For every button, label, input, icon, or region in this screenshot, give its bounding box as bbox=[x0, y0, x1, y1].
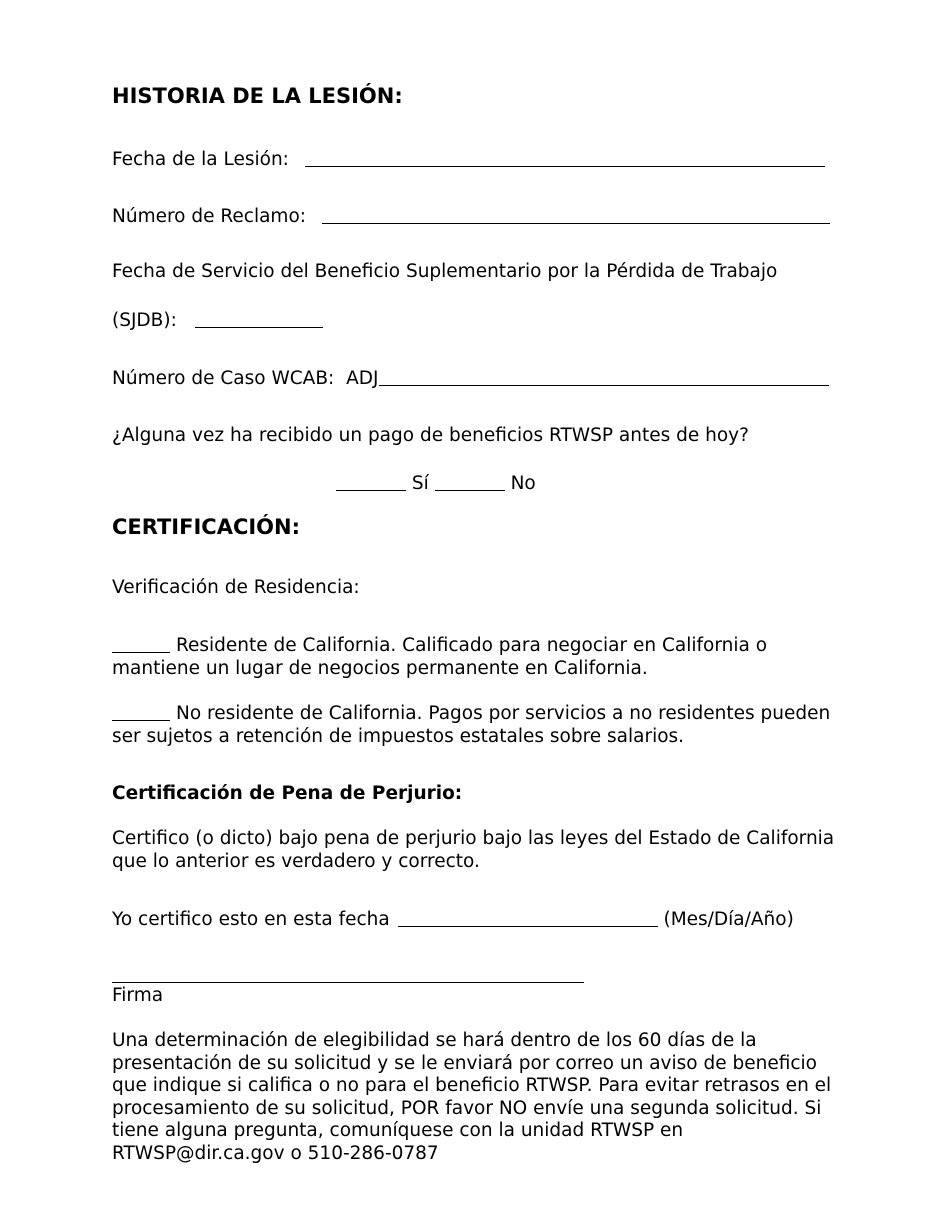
wcab-label: Número de Caso WCAB: bbox=[112, 368, 335, 389]
claim-number-field[interactable] bbox=[322, 205, 830, 224]
certify-date-field[interactable] bbox=[398, 908, 658, 927]
perjury-text: Certifico (o dicto) bajo pena de perjurio bajo las leyes del Estado de California que lo anterior es verdadero y correcto. bbox=[112, 828, 835, 872]
notice-text: Una determinación de elegibilidad se hará dentro de los 60 días de la presentación de su solicitud y se le enviará por correo un aviso de beneficio que indique si califica o no para el beneficio RTWSP. Para evitar retrasos en el procesamiento de su solicitud, POR favor NO envíe una segunda solicitud. Si tiene alguna pregunta, comuníquese con la unidad RTWSP en RTWSP@dir.ca.gov o 510-286-0787 bbox=[112, 1030, 832, 1164]
injury-date-field[interactable] bbox=[305, 148, 825, 167]
wcab-row bbox=[112, 365, 829, 391]
wcab-case-field[interactable] bbox=[379, 367, 829, 386]
resident-text: Residente de California. Calificado para negociar en California o mantiene un lugar de negocios permanente en California. bbox=[112, 635, 768, 679]
no-field[interactable] bbox=[435, 472, 505, 491]
certification-heading: CERTIFICACIÓN: bbox=[112, 515, 300, 539]
resident-option bbox=[112, 632, 852, 680]
nonresident-option bbox=[112, 700, 852, 748]
signature-label: Firma bbox=[112, 985, 164, 1006]
injury-date-row bbox=[112, 146, 825, 172]
resident-field[interactable] bbox=[112, 634, 170, 653]
no-label: No bbox=[510, 473, 536, 494]
injury-history-heading: HISTORIA DE LA LESIÓN: bbox=[112, 84, 403, 108]
prior-payment-answer bbox=[336, 470, 536, 496]
claim-number-row bbox=[112, 203, 830, 229]
date-format: (Mes/Día/Año) bbox=[663, 909, 794, 930]
sjdb-date-field[interactable] bbox=[195, 309, 323, 328]
wcab-prefix: ADJ bbox=[346, 368, 379, 389]
nonresident-field[interactable] bbox=[112, 702, 170, 721]
yes-field[interactable] bbox=[336, 472, 406, 491]
nonresident-text: No residente de California. Pagos por servicios a no residentes pueden ser sujetos a retención de impuestos estatales sobre salarios. bbox=[112, 703, 831, 747]
signature-field[interactable] bbox=[112, 982, 584, 983]
sjdb-row bbox=[112, 307, 323, 333]
perjury-heading: Certificación de Pena de Perjurio: bbox=[112, 783, 463, 804]
residency-label: Verificación de Residencia: bbox=[112, 577, 360, 598]
yes-label: Sí bbox=[411, 473, 429, 494]
claim-number-label: Número de Reclamo: bbox=[112, 206, 306, 227]
date-label: Yo certifico esto en esta fecha bbox=[112, 909, 390, 930]
sjdb-label-line1: Fecha de Servicio del Beneficio Suplementario por la Pérdida de Trabajo bbox=[112, 261, 778, 282]
prior-payment-question: ¿Alguna vez ha recibido un pago de beneficios RTWSP antes de hoy? bbox=[112, 425, 749, 446]
injury-date-label: Fecha de la Lesión: bbox=[112, 149, 289, 170]
date-row bbox=[112, 906, 794, 932]
sjdb-label: (SJDB): bbox=[112, 310, 177, 331]
